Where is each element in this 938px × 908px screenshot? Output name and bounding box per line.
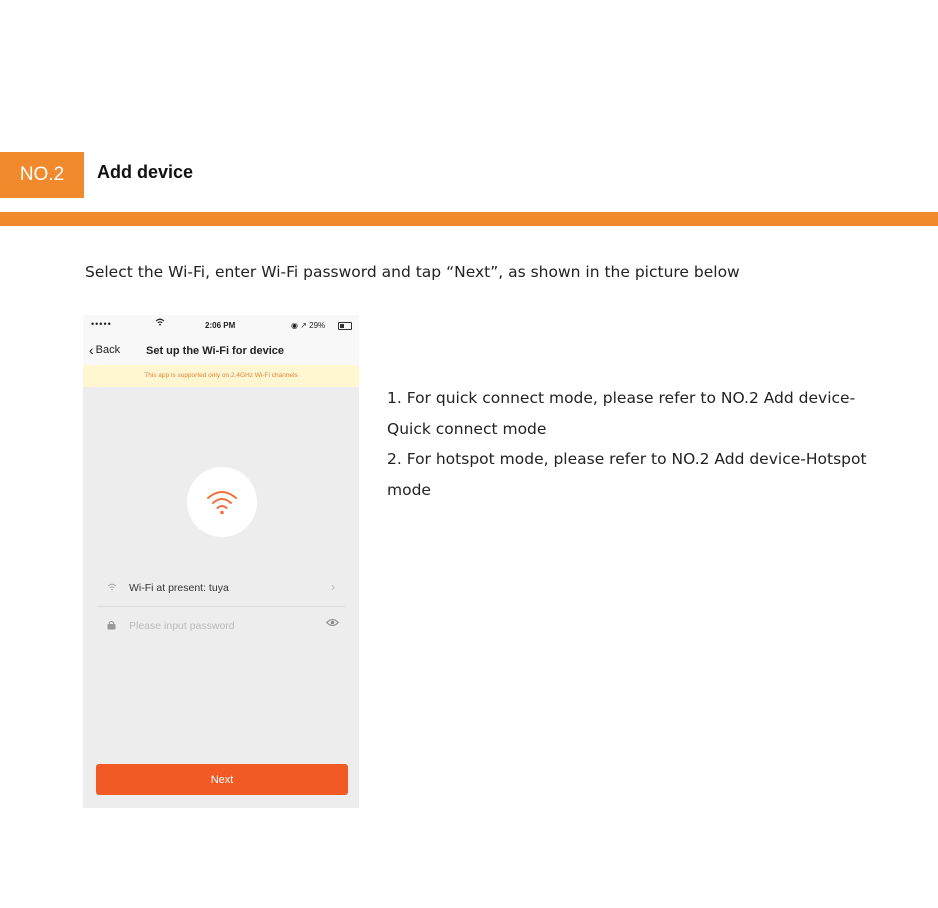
mode-notes <box>387 383 917 505</box>
section-divider <box>0 212 938 226</box>
current-wifi-label: Wi-Fi at present: tuya <box>129 582 229 594</box>
password-field[interactable] <box>97 608 345 644</box>
nav-bar <box>83 337 359 365</box>
back-label: Back <box>95 344 121 356</box>
password-placeholder: Please input password <box>129 620 235 632</box>
status-time: 2:06 PM <box>205 321 236 330</box>
chevron-right-icon: › <box>331 580 335 594</box>
battery-icon <box>338 322 352 330</box>
note-line: Quick connect mode <box>387 419 547 438</box>
wifi-icon <box>155 318 165 329</box>
phone-screenshot <box>83 315 359 808</box>
lock-icon <box>107 620 116 633</box>
note-line: 2. For hotspot mode, please refer to NO.2 Add device-Hotspot <box>387 450 867 468</box>
current-wifi-row[interactable] <box>97 570 345 607</box>
wifi-icon <box>202 482 242 522</box>
signal-strength: ••••• <box>91 319 112 329</box>
wifi-icon <box>107 582 117 594</box>
status-indicators: ◉ ↗ 29% <box>291 321 326 330</box>
channel-notice-banner: This app is supported only on 2.4GHz Wi-Fi channels <box>83 365 359 387</box>
eye-icon[interactable] <box>326 618 339 630</box>
next-button[interactable]: Next <box>96 764 348 795</box>
wifi-illustration <box>187 467 257 537</box>
screen-title: Set up the Wi-Fi for device <box>146 345 285 357</box>
note-line: 1. For quick connect mode, please refer to NO.2 Add device- <box>387 389 856 407</box>
chevron-left-icon: ‹ <box>89 342 94 358</box>
section-title: Add device <box>97 162 194 182</box>
note-line: mode <box>387 480 431 499</box>
instruction-text: Select the Wi-Fi, enter Wi-Fi password and tap “Next”, as shown in the picture below <box>85 263 740 281</box>
status-bar <box>83 315 359 337</box>
section-number-badge: NO.2 <box>0 152 84 198</box>
back-button[interactable] <box>89 344 120 356</box>
